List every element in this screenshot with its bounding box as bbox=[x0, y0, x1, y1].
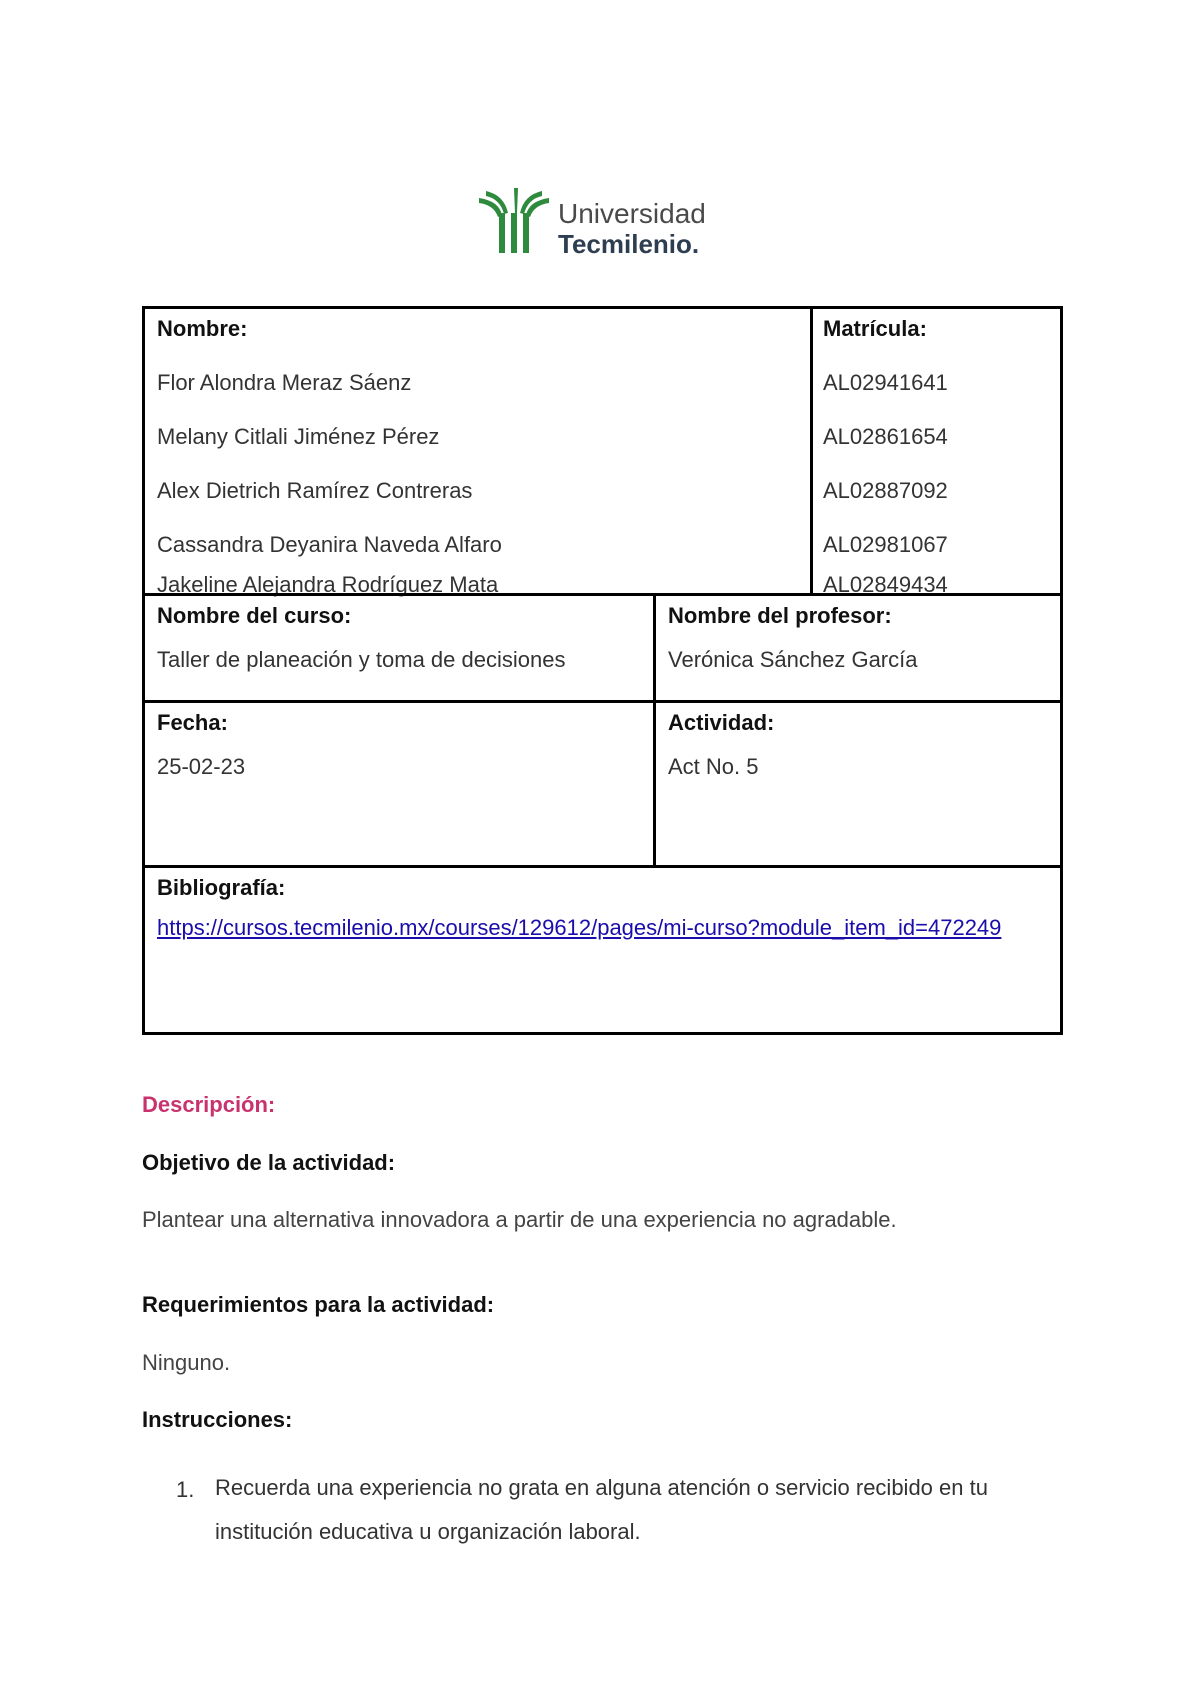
curso-value: Taller de planeación y toma de decisiones bbox=[157, 647, 566, 672]
student-id: AL02941641 bbox=[823, 370, 948, 395]
student-id: AL02861654 bbox=[823, 424, 948, 449]
profesor-label: Nombre del profesor: bbox=[668, 603, 892, 628]
list-item-number: 1. bbox=[176, 1477, 195, 1502]
matricula-label: Matrícula: bbox=[823, 316, 927, 341]
logo-line1: Universidad bbox=[558, 198, 706, 229]
fecha-cell bbox=[157, 710, 245, 780]
student-name: Cassandra Deyanira Naveda Alfaro bbox=[157, 532, 502, 557]
column-divider bbox=[653, 703, 656, 865]
bibliografia-link[interactable]: https://cursos.tecmilenio.mx/courses/129612/pages/mi-curso?module_item_id=472249 bbox=[157, 915, 1002, 940]
fecha-label: Fecha: bbox=[157, 710, 228, 735]
student-id: AL02849434 bbox=[823, 572, 948, 597]
profesor-value: Verónica Sánchez García bbox=[668, 647, 918, 672]
course-row bbox=[142, 593, 1063, 703]
professor-cell bbox=[668, 603, 917, 673]
actividad-value: Act No. 5 bbox=[668, 754, 759, 779]
column-divider bbox=[653, 596, 656, 700]
student-id: AL02981067 bbox=[823, 532, 948, 557]
student-id: AL02887092 bbox=[823, 478, 948, 503]
requerimientos-label: Requerimientos para la actividad: bbox=[142, 1292, 495, 1317]
ids-column bbox=[823, 313, 948, 597]
student-name: Alex Dietrich Ramírez Contreras bbox=[157, 478, 473, 503]
nombre-label: Nombre: bbox=[157, 316, 248, 341]
meta-row bbox=[142, 700, 1063, 868]
list-item-text: Recuerda una experiencia no grata en alguna atención o servicio recibido en tu institución educativa u organización laboral. bbox=[215, 1475, 988, 1544]
objetivo-label: Objetivo de la actividad: bbox=[142, 1150, 396, 1175]
names-column bbox=[157, 313, 502, 597]
descripcion-title: Descripción: bbox=[142, 1092, 276, 1117]
instrucciones-label: Instrucciones: bbox=[142, 1407, 293, 1432]
students-table bbox=[142, 306, 1063, 596]
curso-label: Nombre del curso: bbox=[157, 603, 352, 628]
student-name: Jakeline Alejandra Rodríguez Mata bbox=[157, 572, 499, 597]
logo-line2: Tecmilenio. bbox=[558, 229, 700, 259]
bibliografia-row bbox=[142, 865, 1063, 1035]
university-logo bbox=[474, 183, 724, 268]
student-name: Flor Alondra Meraz Sáenz bbox=[157, 370, 412, 395]
student-name: Melany Citlali Jiménez Pérez bbox=[157, 424, 440, 449]
requerimientos-text: Ninguno. bbox=[142, 1350, 231, 1375]
actividad-label: Actividad: bbox=[668, 710, 775, 735]
bibliografia-cell bbox=[157, 875, 1001, 941]
bibliografia-label: Bibliografía: bbox=[157, 875, 286, 900]
fecha-value: 25-02-23 bbox=[157, 754, 246, 779]
actividad-cell bbox=[668, 710, 774, 780]
tree-logo-icon bbox=[479, 188, 549, 253]
course-cell bbox=[157, 603, 565, 673]
column-divider bbox=[810, 309, 813, 593]
objetivo-text: Plantear una alternativa innovadora a partir de una experiencia no agradable. bbox=[142, 1207, 897, 1232]
